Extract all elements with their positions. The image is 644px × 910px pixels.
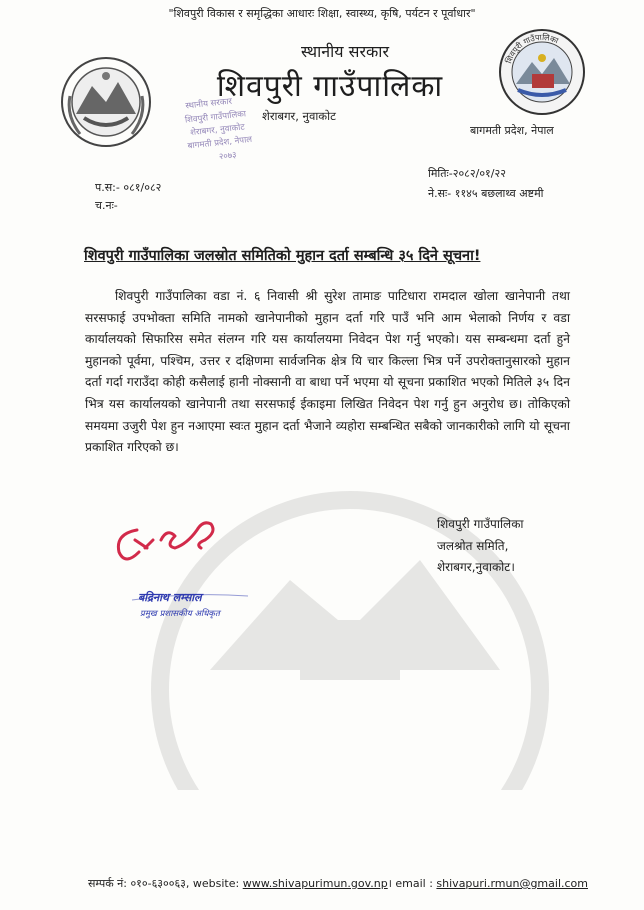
website-label: website: [192,877,243,890]
date: मितिः-२०८२/०१/२२ [428,167,506,180]
dispatch-number: च.नः- [95,199,118,212]
website-link[interactable]: www.shivapurimun.gov.np [242,877,388,890]
svg-text:शिवपुरी गाउँपालिका: शिवपुरी गाउँपालिका [504,32,560,65]
office-location: शेराबगर, नुवाकोट [262,109,336,123]
reference-number: प.स:- ०८१/०८२ [95,181,162,194]
municipality-logo-icon [498,28,586,116]
email-label: । email : [387,877,437,890]
municipality-name: शिवपुरी गाउँपालिका [216,69,444,104]
officer-name: बद्रिनाथ लम्साल [138,591,202,604]
notice-paragraph: शिवपुरी गाउँपालिका वडा नं. ६ निवासी श्री सुरेश तामाङ पाटिधारा रामदाल खोला खानेपानी तथा सरसफाई उपभोक्ता समिति नामको खानेपानीको मुहान दर्ता गरि पाउँ भनि आम भेलाको निर्णय र वडा कार्यालयको सिफारिस समेत संलग्न गरि यस कार्यालयमा निवेदन पेश गर्नु भएको। यस सम्बन्धमा दर्ता हुने मुहानको पूर्वमा, पश्चिम, उत्तर र दक्षिणमा सार्वजनिक क्षेत्र यि चार किल्ला भित्र पर्ने उपरोक्तानुसारको मुहान दर्ता गर्दा गराउँदा कोही कसैलाई हानी नोक्सानी वा बाधा पर्ने भएमा यो सूचना प्रकाशित भएको मितिले ३५ दिन भित्र यस कार्यालयको खानेपानी तथा सरसफाई ईकाइमा लिखित निवेदन पेश गर्नु हुन अनुरोध छ। तोकिएको समयमा उजुरी पेश हुन नआएमा स्वःत मुहान दर्ता भैजाने व्यहोरा सम्बन्धित सबैको जानकारीको लागि यो सूचना प्रकाशित गरिएको छ। [85,289,570,455]
nepal-emblem-icon [60,56,152,148]
contact-footer [88,876,588,891]
government-label: स्थानीय सरकार [301,42,389,61]
seal-line: २०७३ [218,150,238,163]
sign-line-3: शेराबगर,नुवाकोट। [437,560,515,574]
signature-icon [105,500,255,580]
email-link[interactable]: shivapuri.rmun@gmail.com [436,877,588,890]
seal-line: स्थानीय सरकार [184,96,233,112]
seal-line: शेराबगर, नुवाकोट [189,122,246,139]
sign-line-1: शिवपुरी गाउँपालिका [437,517,524,531]
seal-line: शिवपुरी गाउँपालिका [184,109,247,126]
notice-title: शिवपुरी गाउँपालिका जलस्रोत समितिको मुहान दर्ता सम्बन्धि ३५ दिने सूचना! [84,248,481,264]
notice-body [85,286,570,459]
seal-line: बागमती प्रदेश, नेपाल [187,134,253,152]
motto: "शिवपुरी विकास र समृद्धिका आधारः शिक्षा, स्वास्थ्य, कृषि, पर्यटन र पूर्वाधार" [168,7,476,20]
signature-block [437,514,524,579]
phone-label: सम्पर्क नं: ०१०-६३००६३, [88,877,193,890]
officer-title: प्रमुख प्रशासकीय अधिकृत [140,609,220,619]
sign-line-2: जलश्रोत समिति, [437,538,509,553]
province-label: बागमती प्रदेश, नेपाल [470,124,554,137]
nepal-sambat-date: ने.सः- ११४५ बछलाथ्व अष्टमी [428,187,544,200]
officer-stamp [128,586,258,626]
